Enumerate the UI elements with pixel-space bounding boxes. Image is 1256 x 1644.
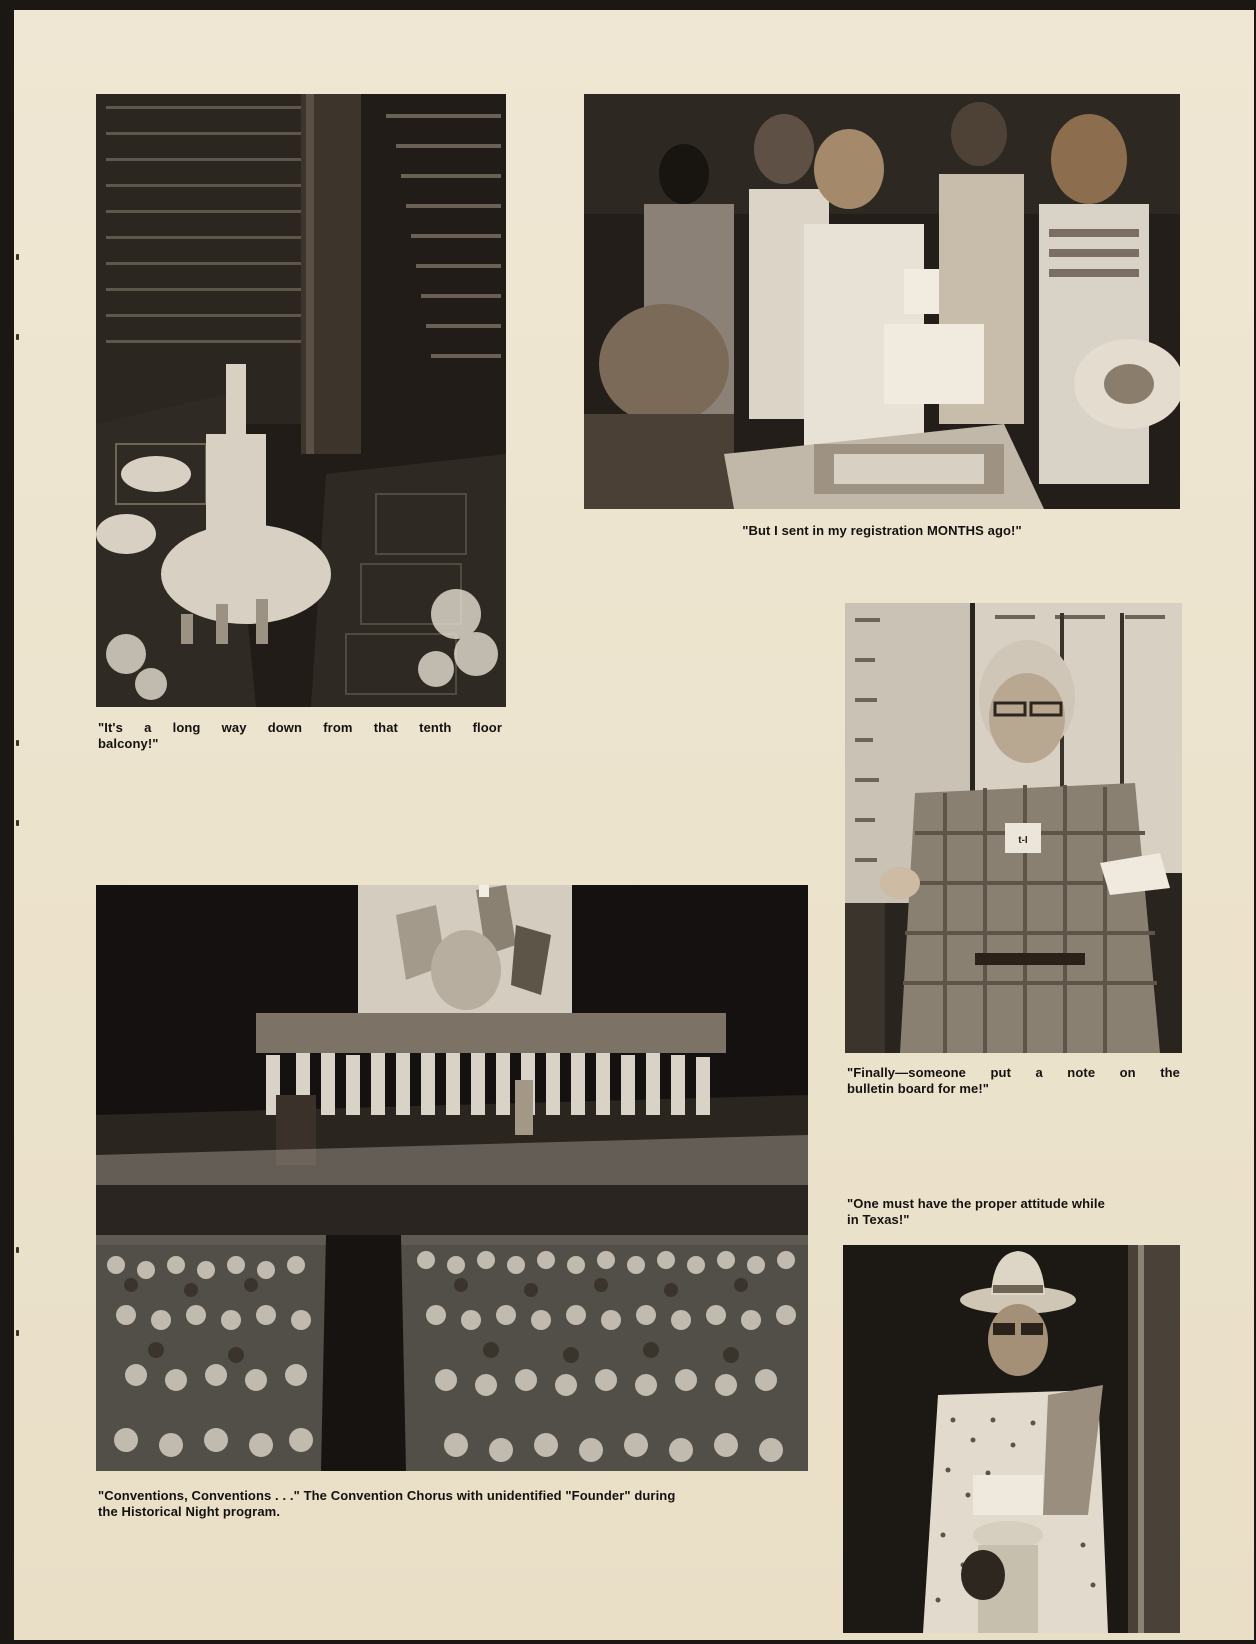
convention-caption-line2: the Historical Night program. <box>98 1504 281 1519</box>
atrium-caption-line2: balcony!" <box>98 736 159 751</box>
texas-caption-line2: in Texas!" <box>847 1212 910 1227</box>
binding-mark <box>16 1247 19 1253</box>
convention-chorus-photo <box>96 885 808 1471</box>
bulletin-caption-line1: "Finally—someone put a note on the <box>847 1065 1180 1080</box>
binding-mark <box>16 740 19 746</box>
cowboy-hat-photo <box>843 1245 1180 1633</box>
texas-caption-line1: "One must have the proper attitude while <box>847 1196 1105 1211</box>
binding-mark <box>16 254 19 260</box>
binding-mark <box>16 1330 19 1336</box>
name-tag-text: t-I <box>1018 835 1028 846</box>
binding-mark <box>16 334 19 340</box>
registration-caption: "But I sent in my registration MONTHS ago!" <box>742 523 1022 538</box>
convention-caption-line1: "Conventions, Conventions . . ." The Convention Chorus with unidentified "Founder" during <box>98 1488 676 1503</box>
bulletin-board-photo <box>845 603 1182 1053</box>
bulletin-caption-line2: bulletin board for me!" <box>847 1081 990 1096</box>
atrium-caption-line1: "It's a long way down from that tenth floor <box>98 720 502 735</box>
registration-photo <box>584 94 1180 509</box>
binding-mark <box>16 820 19 826</box>
atrium-photo <box>96 94 506 707</box>
